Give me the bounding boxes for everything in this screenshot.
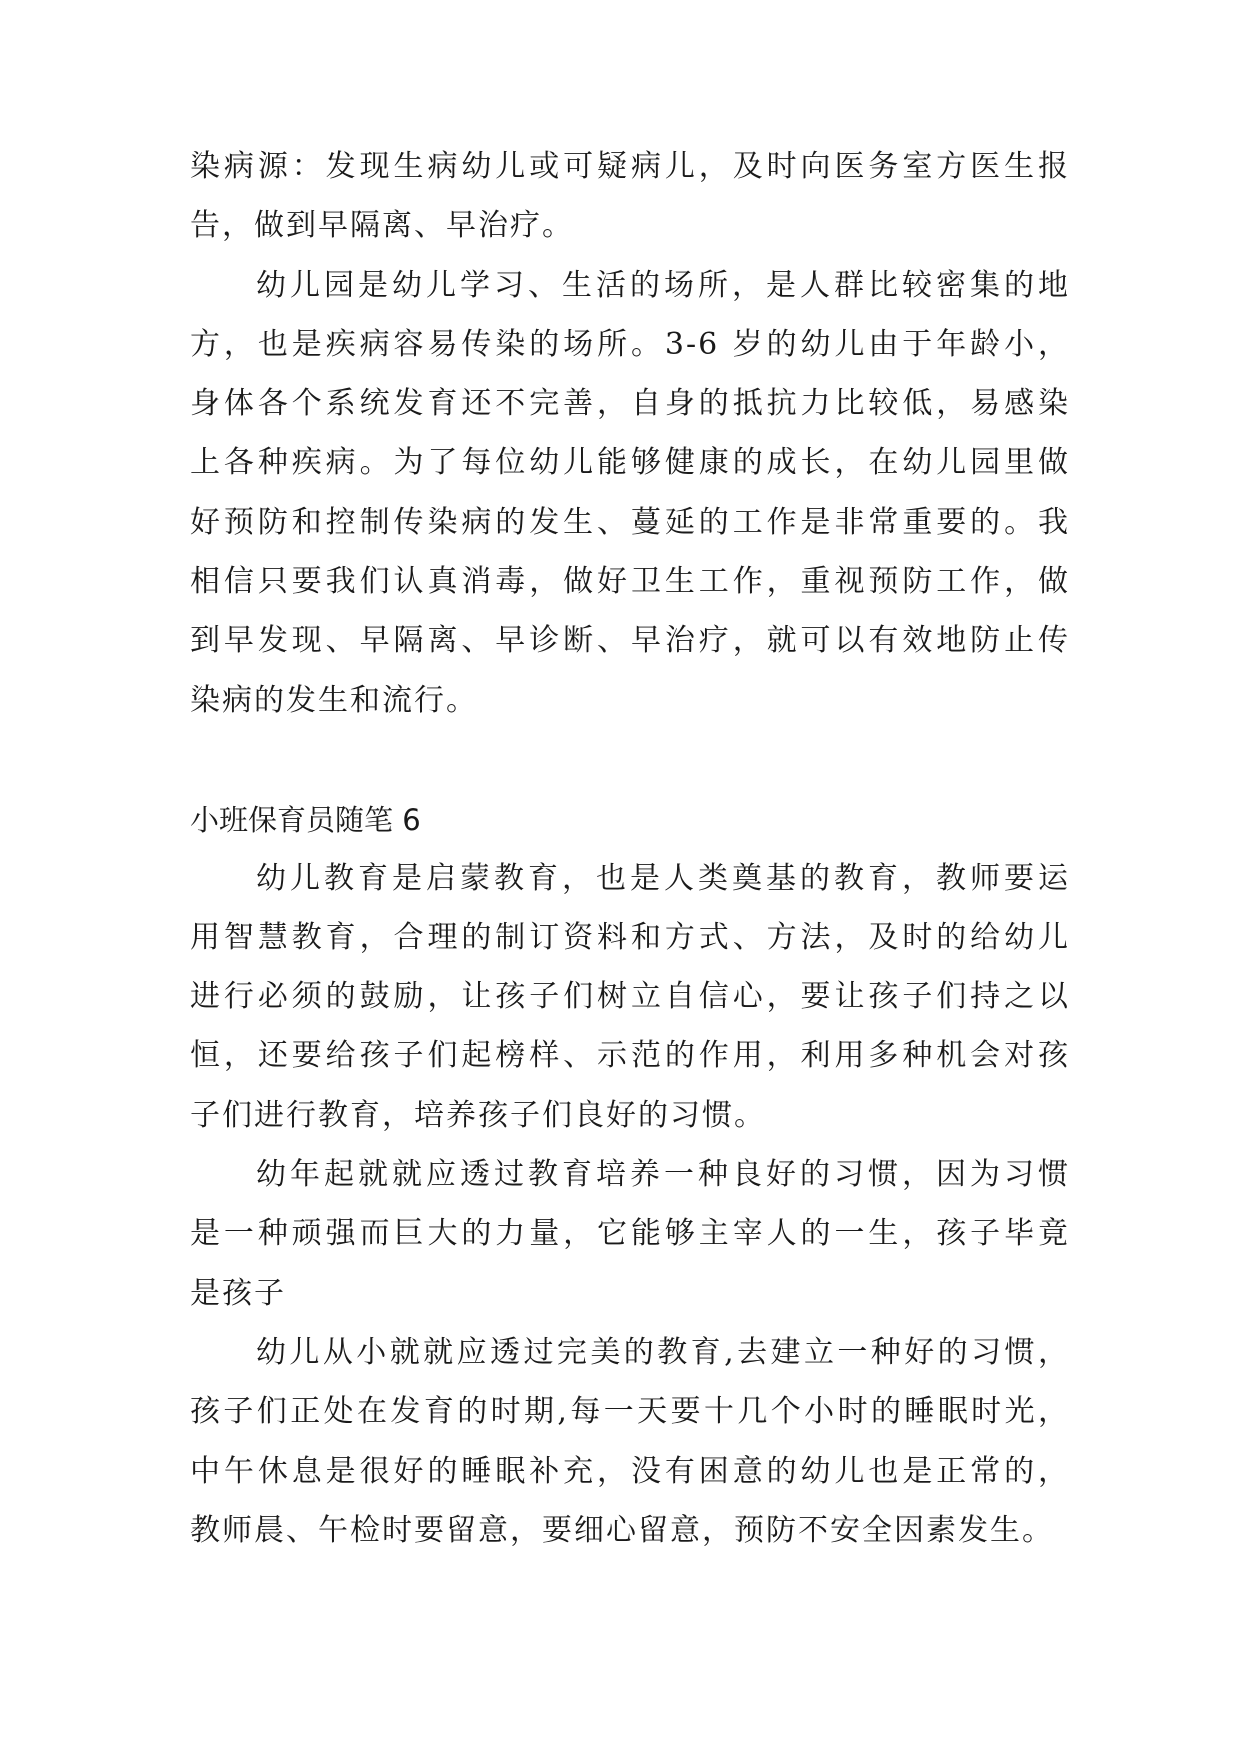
section-heading: 小班保育员随笔 6: [190, 803, 421, 837]
paragraph-5-line-3: 中午休息是很好的睡眠补充，没有困意的幼儿也是正常的，: [190, 1454, 1070, 1489]
paragraph-2-line-2: 方，也是疾病容易传染的场所。3-6 岁的幼儿由于年龄小，: [190, 327, 1070, 362]
paragraph-3-line-2: 用智慧教育，合理的制订资料和方式、方法，及时的给幼儿: [190, 920, 1070, 955]
paragraph-4-line-2: 是一种顽强而巨大的力量，它能够主宰人的一生，孩子毕竟: [190, 1216, 1070, 1251]
paragraph-5-line-1: 幼儿从小就就应透过完美的教育,去建立一种好的习惯，: [256, 1335, 1070, 1370]
paragraph-2-line-6: 相信只要我们认真消毒，做好卫生工作，重视预防工作，做: [190, 564, 1070, 599]
paragraph-4-line-3: 是孩子: [190, 1276, 286, 1311]
paragraph-2-line-5: 好预防和控制传染病的发生、蔓延的工作是非常重要的。我: [190, 505, 1070, 540]
paragraph-1-line-2: 告，做到早隔离、早治疗。: [190, 208, 574, 243]
paragraph-4-line-1: 幼年起就就应透过教育培养一种良好的习惯，因为习惯: [256, 1157, 1070, 1192]
paragraph-2-line-4: 上各种疾病。为了每位幼儿能够健康的成长，在幼儿园里做: [190, 445, 1070, 480]
paragraph-5-line-4: 教师晨、午检时要留意，要细心留意，预防不安全因素发生。: [190, 1513, 1054, 1548]
paragraph-2-line-7: 到早发现、早隔离、早诊断、早治疗，就可以有效地防止传: [190, 623, 1070, 658]
paragraph-3-line-5: 子们进行教育，培养孩子们良好的习惯。: [190, 1098, 766, 1133]
paragraph-2-line-1: 幼儿园是幼儿学习、生活的场所，是人群比较密集的地: [256, 268, 1070, 303]
paragraph-5-line-2: 孩子们正处在发育的时期,每一天要十几个小时的睡眠时光，: [190, 1394, 1070, 1429]
paragraph-3-line-1: 幼儿教育是启蒙教育，也是人类奠基的教育，教师要运: [256, 861, 1070, 896]
paragraph-2-line-8: 染病的发生和流行。: [190, 683, 478, 718]
paragraph-3-line-4: 恒，还要给孩子们起榜样、示范的作用，利用多种机会对孩: [190, 1038, 1070, 1073]
paragraph-1-line-1: 染病源：发现生病幼儿或可疑病儿，及时向医务室方医生报: [190, 149, 1070, 184]
paragraph-3-line-3: 进行必须的鼓励，让孩子们树立自信心，要让孩子们持之以: [190, 979, 1070, 1014]
paragraph-2-line-3: 身体各个系统发育还不完善，自身的抵抗力比较低，易感染: [190, 386, 1070, 421]
